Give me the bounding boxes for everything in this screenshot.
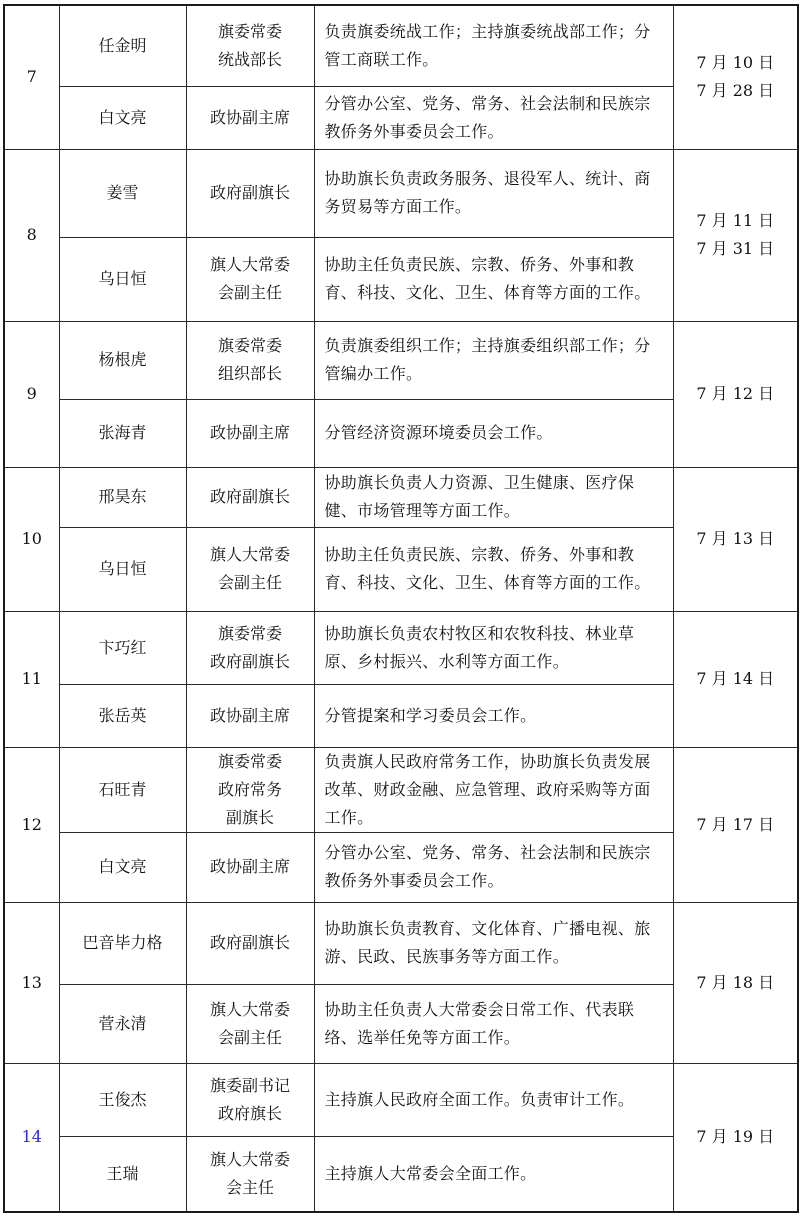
table-row [4, 611, 798, 684]
person-name: 邢昊东 [59, 467, 186, 527]
group-number: 9 [4, 321, 59, 467]
person-name: 张岳英 [59, 684, 186, 747]
person-name: 卞巧红 [59, 611, 186, 684]
visit-dates: 7 月 12 日 [673, 321, 798, 467]
person-name: 菅永清 [59, 984, 186, 1063]
person-name: 任金明 [59, 5, 186, 86]
duty-schedule-table [3, 4, 799, 1213]
table-row [4, 902, 798, 984]
visit-dates: 7 月 10 日 7 月 28 日 [673, 5, 798, 149]
person-name: 白文亮 [59, 832, 186, 902]
person-position: 政协副主席 [186, 684, 314, 747]
person-position: 旗人大常委 会主任 [186, 1136, 314, 1212]
group-number: 7 [4, 5, 59, 149]
person-duty: 协助主任负责人大常委会日常工作、代表联络、选举任免等方面工作。 [314, 984, 673, 1063]
person-position: 旗人大常委 会副主任 [186, 984, 314, 1063]
group-number: 8 [4, 149, 59, 321]
person-duty: 分管办公室、党务、常务、社会法制和民族宗教侨务外事委员会工作。 [314, 832, 673, 902]
visit-dates: 7 月 11 日 7 月 31 日 [673, 149, 798, 321]
visit-dates: 7 月 14 日 [673, 611, 798, 747]
table-row [4, 321, 798, 399]
table-row [4, 149, 798, 237]
person-position: 旗委副书记 政府旗长 [186, 1063, 314, 1136]
person-position: 政协副主席 [186, 86, 314, 149]
person-position: 旗委常委 统战部长 [186, 5, 314, 86]
group-number: 10 [4, 467, 59, 611]
group-number: 12 [4, 747, 59, 902]
person-name: 王瑞 [59, 1136, 186, 1212]
person-position: 旗人大常委 会副主任 [186, 527, 314, 611]
person-duty: 协助旗长负责农村牧区和农牧科技、林业草原、乡村振兴、水利等方面工作。 [314, 611, 673, 684]
person-duty: 负责旗人民政府常务工作，协助旗长负责发展改革、财政金融、应急管理、政府采购等方面工作。 [314, 747, 673, 832]
group-number: 11 [4, 611, 59, 747]
person-name: 张海青 [59, 399, 186, 467]
visit-dates: 7 月 18 日 [673, 902, 798, 1063]
person-duty: 协助旗长负责教育、文化体育、广播电视、旅游、民政、民族事务等方面工作。 [314, 902, 673, 984]
person-position: 旗人大常委 会副主任 [186, 237, 314, 321]
person-duty: 协助旗长负责人力资源、卫生健康、医疗保健、市场管理等方面工作。 [314, 467, 673, 527]
person-duty: 协助旗长负责政务服务、退役军人、统计、商务贸易等方面工作。 [314, 149, 673, 237]
person-duty: 分管经济资源环境委员会工作。 [314, 399, 673, 467]
person-position: 政府副旗长 [186, 149, 314, 237]
person-position: 政府副旗长 [186, 902, 314, 984]
visit-dates: 7 月 13 日 [673, 467, 798, 611]
person-position: 旗委常委 组织部长 [186, 321, 314, 399]
person-position: 旗委常委 政府常务 副旗长 [186, 747, 314, 832]
person-name: 姜雪 [59, 149, 186, 237]
person-name: 乌日恒 [59, 527, 186, 611]
person-name: 白文亮 [59, 86, 186, 149]
table-row [4, 1063, 798, 1136]
person-name: 乌日恒 [59, 237, 186, 321]
person-name: 杨根虎 [59, 321, 186, 399]
person-duty: 协助主任负责民族、宗教、侨务、外事和教育、科技、文化、卫生、体育等方面的工作。 [314, 527, 673, 611]
person-position: 政府副旗长 [186, 467, 314, 527]
person-duty: 协助主任负责民族、宗教、侨务、外事和教育、科技、文化、卫生、体育等方面的工作。 [314, 237, 673, 321]
visit-dates: 7 月 19 日 [673, 1063, 798, 1212]
table-row [4, 747, 798, 832]
person-position: 旗委常委 政府副旗长 [186, 611, 314, 684]
group-number: 14 [4, 1063, 59, 1212]
person-duty: 分管办公室、党务、常务、社会法制和民族宗教侨务外事委员会工作。 [314, 86, 673, 149]
person-duty: 主持旗人大常委会全面工作。 [314, 1136, 673, 1212]
person-duty: 负责旗委组织工作；主持旗委组织部工作；分管编办工作。 [314, 321, 673, 399]
group-number: 13 [4, 902, 59, 1063]
person-name: 石旺青 [59, 747, 186, 832]
person-name: 王俊杰 [59, 1063, 186, 1136]
person-position: 政协副主席 [186, 399, 314, 467]
person-duty: 主持旗人民政府全面工作。负责审计工作。 [314, 1063, 673, 1136]
person-duty: 分管提案和学习委员会工作。 [314, 684, 673, 747]
person-position: 政协副主席 [186, 832, 314, 902]
visit-dates: 7 月 17 日 [673, 747, 798, 902]
table-row [4, 5, 798, 86]
table-row [4, 467, 798, 527]
person-name: 巴音毕力格 [59, 902, 186, 984]
person-duty: 负责旗委统战工作；主持旗委统战部工作；分管工商联工作。 [314, 5, 673, 86]
